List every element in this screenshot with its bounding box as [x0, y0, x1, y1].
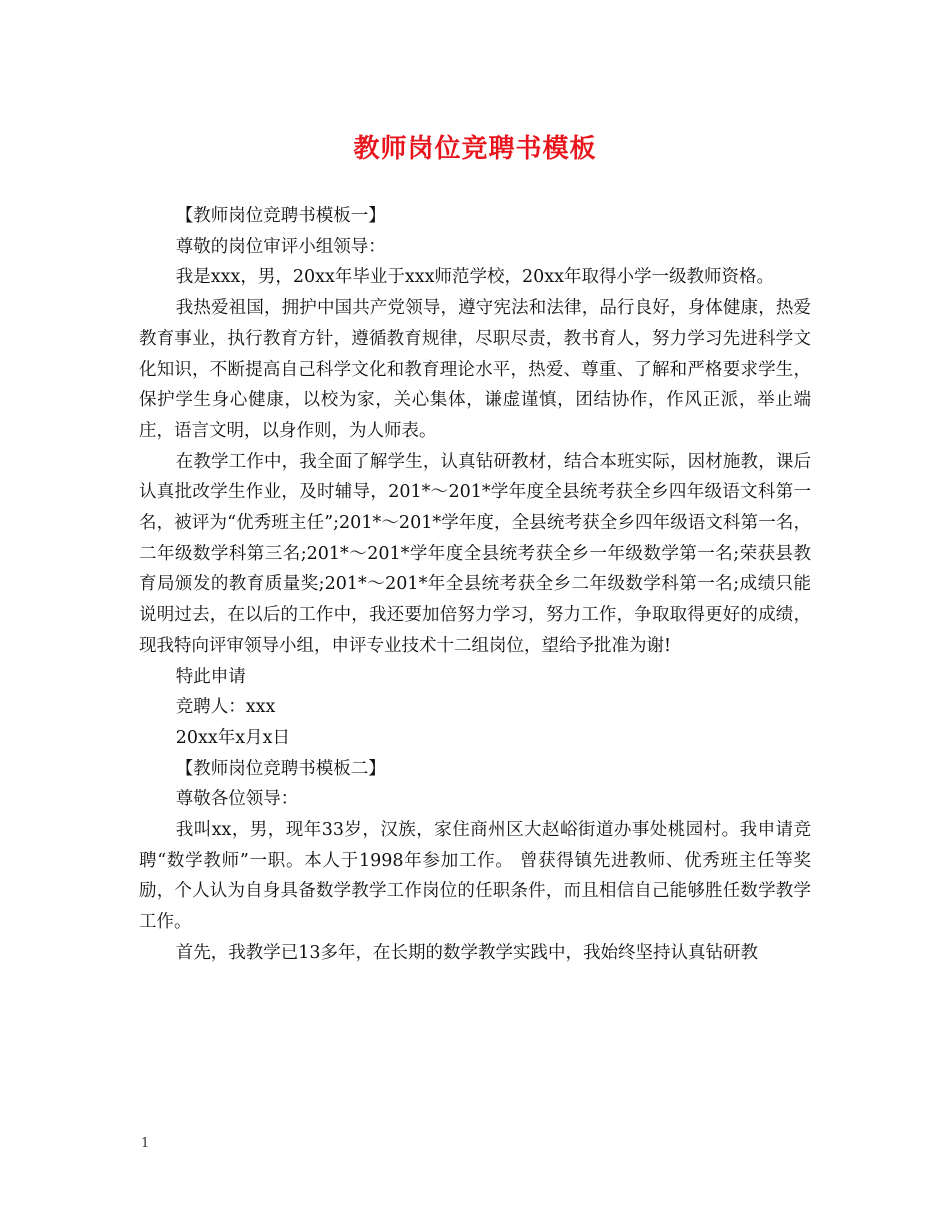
paragraph-character: 我热爱祖国，拥护中国共产党领导，遵守宪法和法律，品行良好，身体健康，热爱教育事业，执行教育方针，遵循教育规律，尽职尽责，教书育人，努力学习先进科学文化知识，不断提高自己科学文化和教育理论水平，热爱、尊重、了解和严格要求学生，保护学生身心健康，以校为家，关心集体，谦虚谨慎，团结协作，作风正派，举止端庄，语言文明，以身作则，为人师表。: [139, 298, 811, 441]
section-heading-1: 【教师岗位竞聘书模板一】: [175, 206, 386, 226]
applicant-line: 竞聘人：xxx: [175, 697, 276, 718]
document-title: 教师岗位竞聘书模板: [353, 134, 597, 164]
closing-request: 特此申请: [175, 666, 246, 687]
date-line: 20xx年x月x日: [175, 727, 290, 748]
paragraph-intro-1: 我是xxx，男，20xx年毕业于xxx师范学校，20xx年取得小学一级教师资格。: [175, 267, 774, 288]
document-body: [139, 201, 811, 969]
paragraph-experience: 首先，我教学已13多年，在长期的数学教学实践中，我始终坚持认真钻研教: [175, 942, 759, 963]
salutation-1: 尊敬的岗位审评小组领导：: [175, 236, 386, 257]
salutation-2: 尊敬各位领导：: [175, 789, 299, 810]
paragraph-intro-2: 我叫xx，男，现年33岁，汉族，家住商州区大赵峪街道办事处桃园村。我申请竞聘“数学教师”一职。本人于1998年参加工作。 曾获得镇先进教师、优秀班主任等奖励，个人认为自身具备数学教学工作岗位的任职条件，而且相信自己能够胜任数学教学工作。: [139, 820, 811, 933]
section-heading-2: 【教师岗位竞聘书模板二】: [175, 758, 386, 779]
page-number: 1: [141, 1136, 150, 1151]
paragraph-teaching-work: 在教学工作中，我全面了解学生，认真钻研教材，结合本班实际，因材施教，课后认真批改学生作业，及时辅导，201*～201*学年度全县统考获全乡四年级语文科第一名，被评为“优秀班主任”;201*～201*学年度，全县统考获全乡四年级语文科第一名，二年级数学科第三名;201*～201*学年度全县统考获全乡一年级数学第一名;荣获县教育局颁发的教育质量奖;201*～201*年全县统考获全乡二年级数学科第一名;成绩只能说明过去，在以后的工作中，我还要加倍努力学习，努力工作，争取取得更好的成绩，现我特向评审领导小组，申评专业技术十二组岗位，望给予批准为谢!: [139, 451, 811, 656]
